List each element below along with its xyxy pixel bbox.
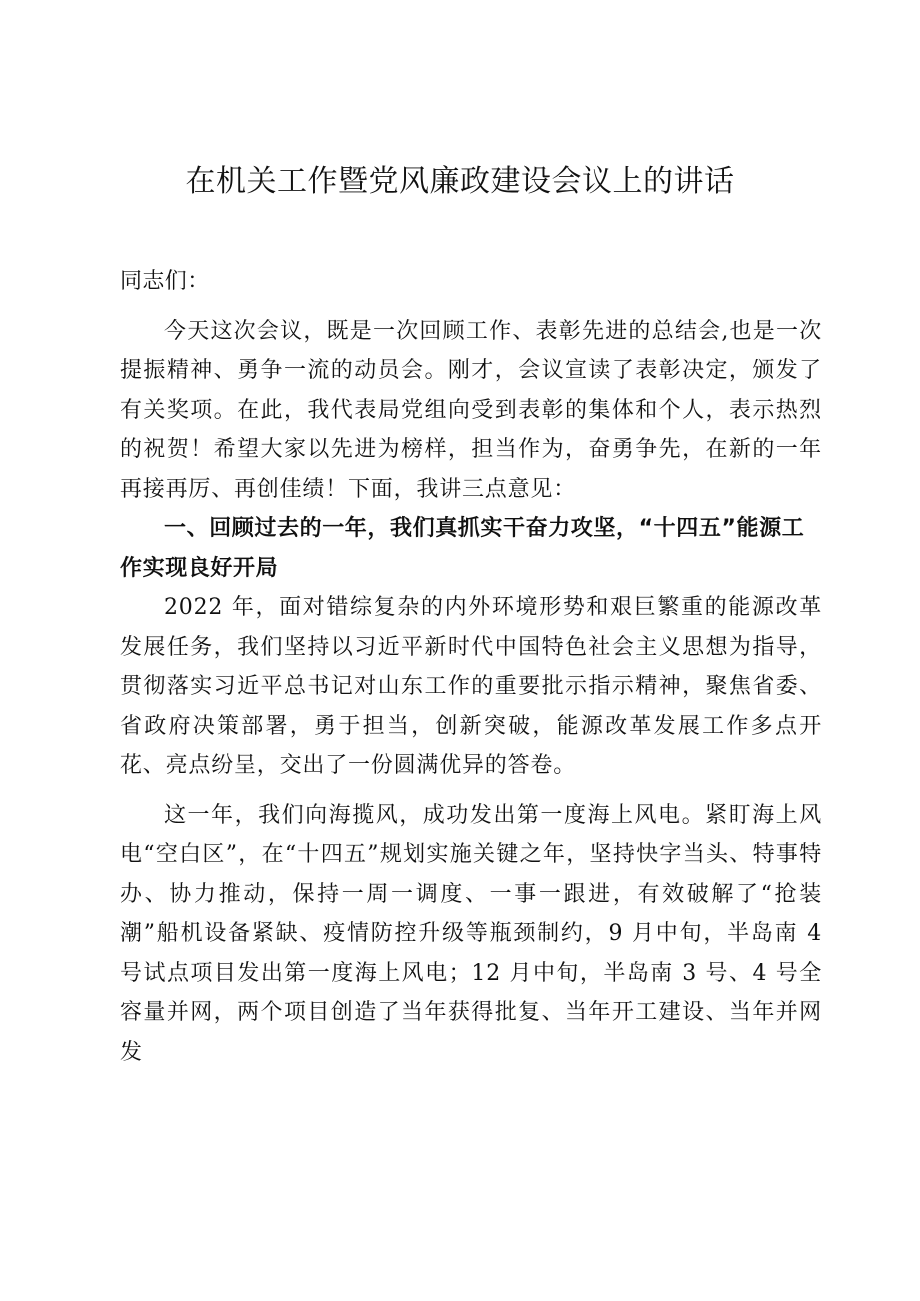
paragraph-opening: 今天这次会议，既是一次回顾工作、表彰先进的总结会,也是一次提振精神、勇争一流的动员会。刚才，会议宣读了表彰决定，颁发了有关奖项。在此，我代表局党组向受到表彰的集体和个人，表示热烈的祝贺！希望大家以先进为榜样，担当作为，奋勇争先，在新的一年再接再厉、再创佳绩！下面，我讲三点意见： [120,318,822,502]
paragraph-offshore-wind: 这一年，我们向海揽风，成功发出第一度海上风电。紧盯海上风电“空白区”，在“十四五”规划实施关键之年，坚持快字当头、特事特办、协力推动，保持一周一调度、一事一跟进，有效破解了“抢装潮”船机设备紧缺、疫情防控升级等瓶颈制约，9 月中旬，半岛南 4 号试点项目发出第一度海上风电；12 月中旬，半岛南 3 号、4 号全容量并网，两个项目创造了当年获得批复、当年开工建设、当年并网发 [120,802,822,1065]
document-body [120,262,822,1072]
document-title: 在机关工作暨党风廉政建设会议上的讲话 [185,164,735,199]
salutation: 同志们： [120,269,210,294]
section-heading-1: 一、回顾过去的一年，我们真抓实干奋力攻坚，“十四五”能源工作实现良好开局 [120,516,805,581]
paragraph-2022-summary: 2022 年，面对错综复杂的内外环境形势和艰巨繁重的能源改革发展任务，我们坚持以习近平新时代中国特色社会主义思想为指导，贯彻落实习近平总书记对山东工作的重要批示指示精神，聚焦省委、省政府决策部署，勇于担当，创新突破，能源改革发展工作多点开花、亮点纷呈，交出了一份圆满优异的答卷。 [120,595,822,778]
